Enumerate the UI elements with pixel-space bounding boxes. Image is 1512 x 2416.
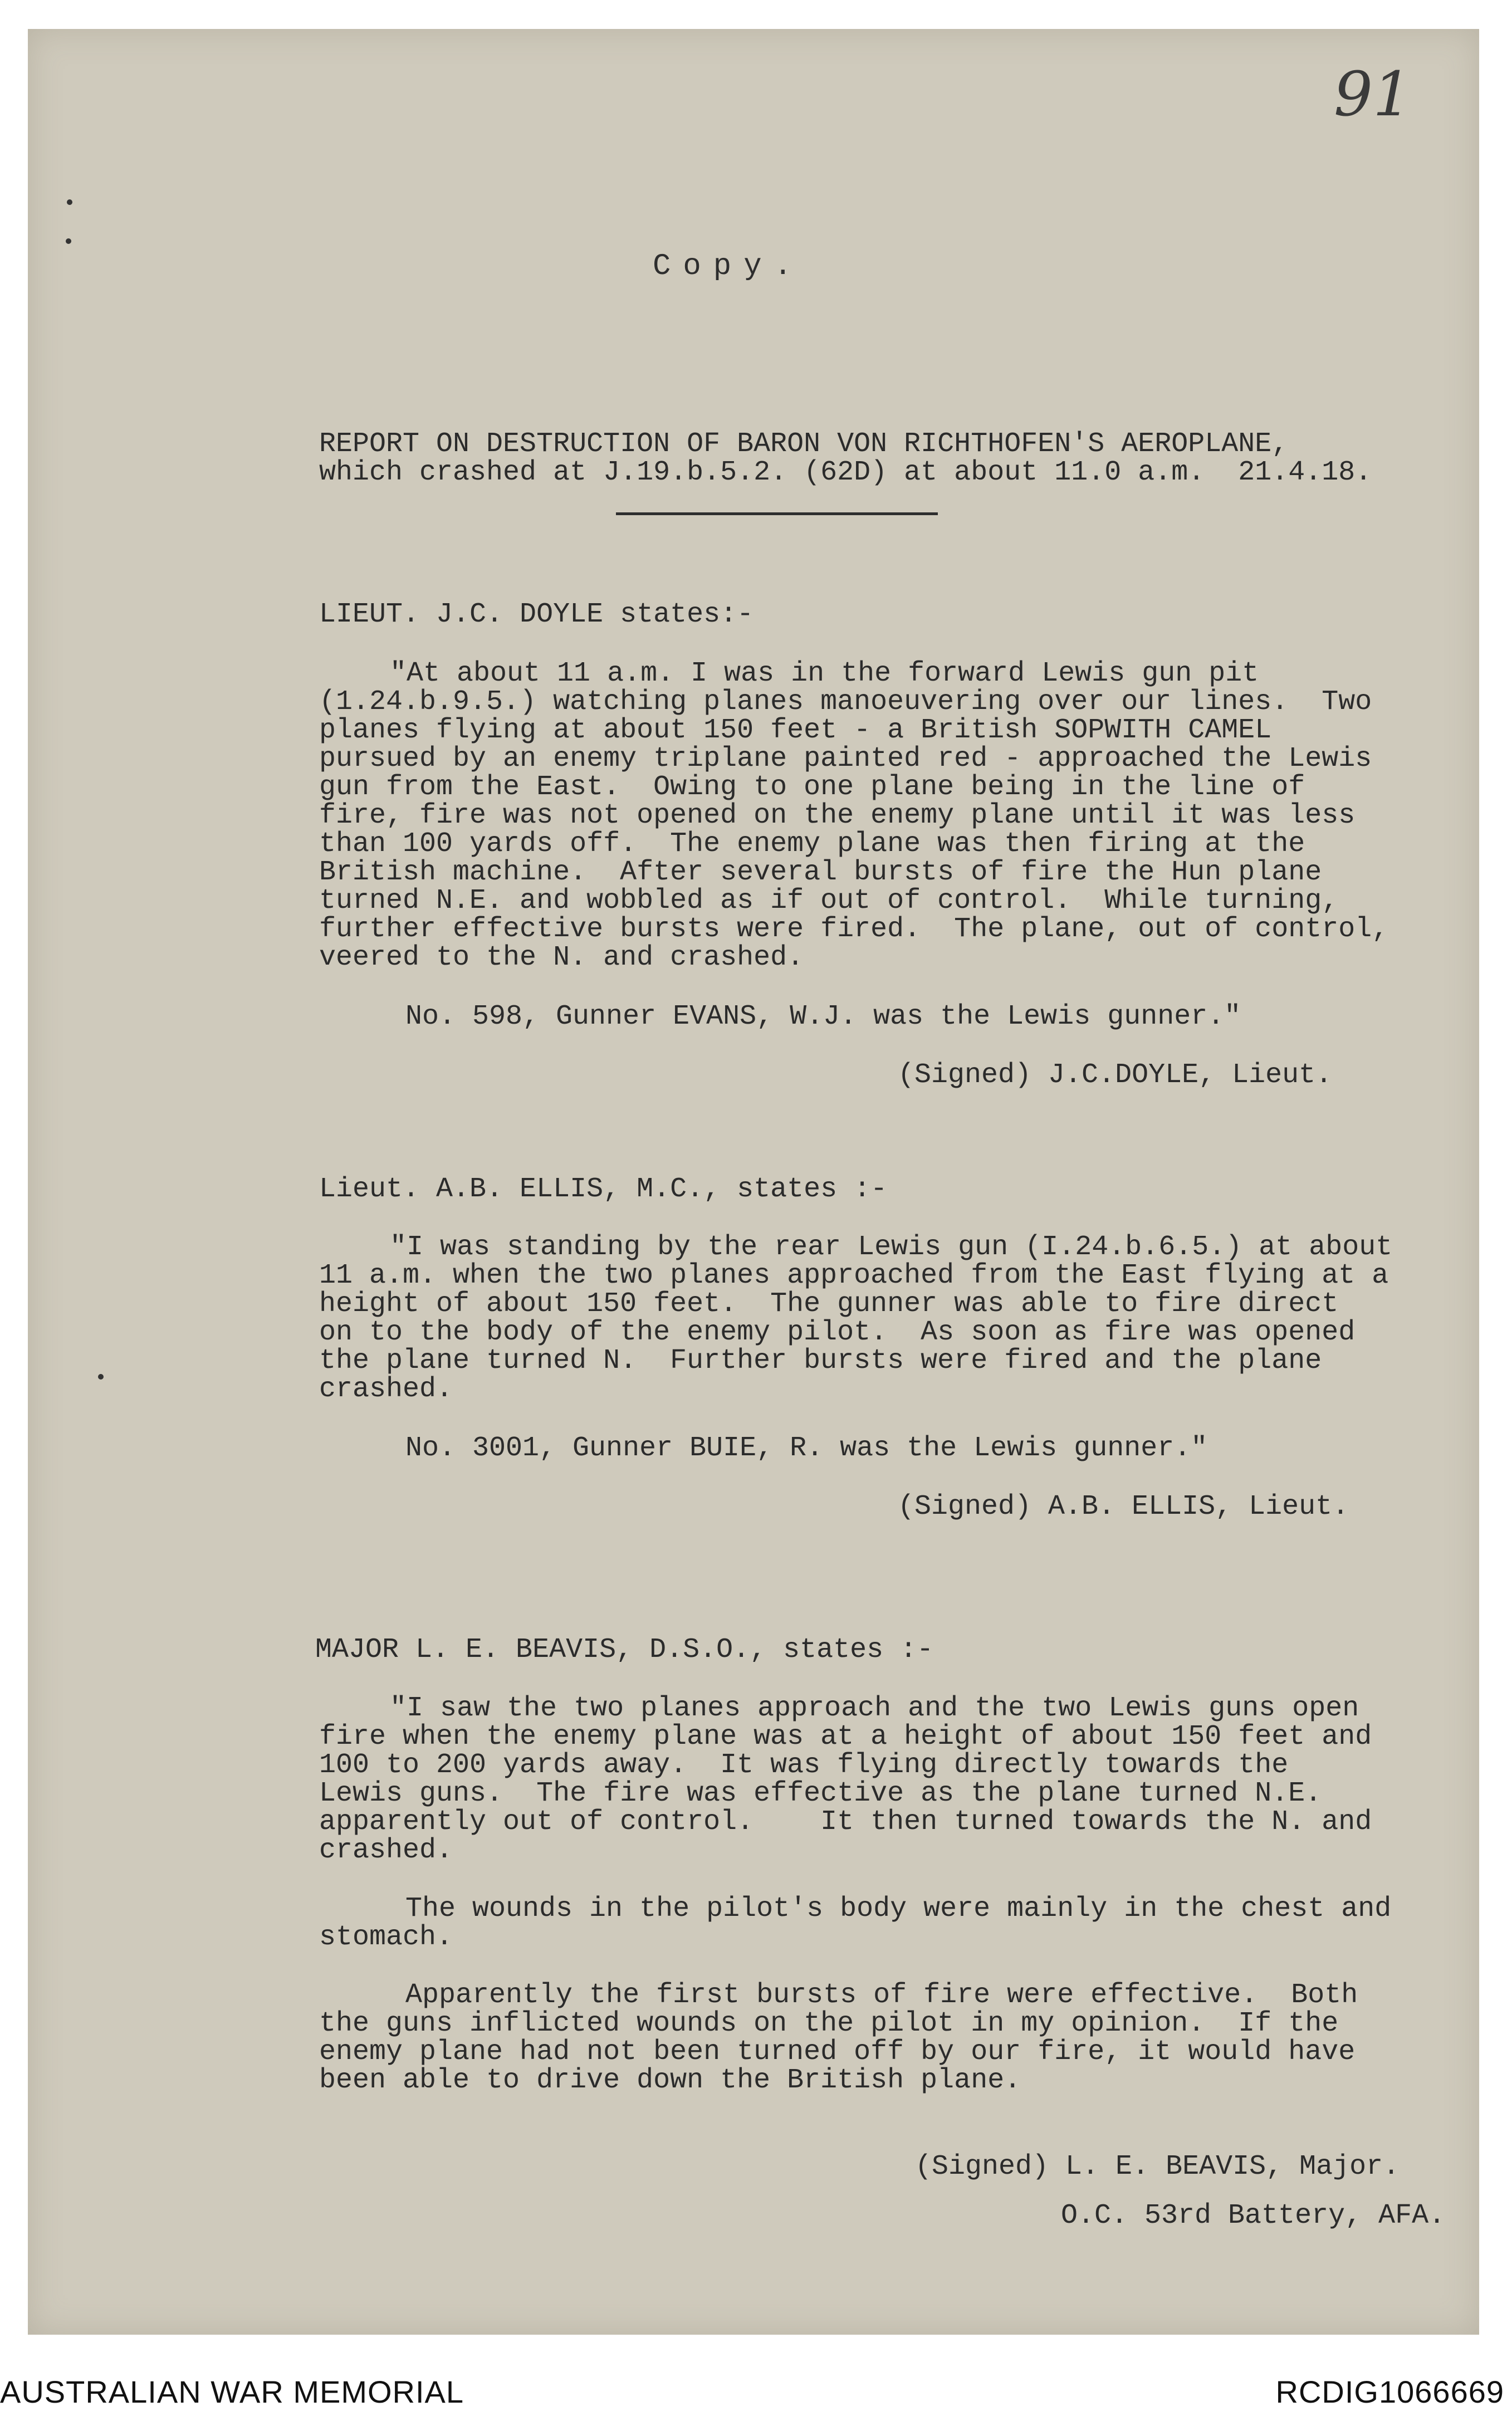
doyle-statement-line: turned N.E. and wobbled as if out of control. While turning,	[319, 885, 1339, 917]
doyle-statement-line: "At about 11 a.m. I was in the forward Lewis gun pit	[390, 658, 1259, 689]
archive-credit: AUSTRALIAN WAR MEMORIAL	[0, 2374, 464, 2409]
doyle-statement-line: than 100 yards off. The enemy plane was then firing at the	[319, 828, 1305, 860]
ellis-statement-line: crashed.	[319, 1373, 453, 1405]
beavis-statement-line: "I saw the two planes approach and the two Lewis guns open	[390, 1693, 1359, 1724]
paper-speck	[98, 1374, 104, 1380]
paper-speck	[67, 199, 72, 205]
ellis-heading: Lieut. A.B. ELLIS, M.C., states :-	[319, 1173, 888, 1205]
beavis-heading: MAJOR L. E. BEAVIS, D.S.O., states :-	[315, 1634, 934, 1666]
ellis-statement-line: the plane turned N. Further bursts were fired and the plane	[319, 1345, 1322, 1377]
beavis-paragraph-line: The wounds in the pilot's body were mainly in the chest and	[405, 1893, 1392, 1925]
doyle-statement-line: further effective bursts were fired. The plane, out of control,	[319, 913, 1389, 945]
beavis-paragraph-line: the guns inflicted wounds on the pilot in my opinion. If the	[319, 2008, 1339, 2040]
paper-speck	[66, 238, 71, 244]
ellis-statement-line: 11 a.m. when the two planes approached from the East flying at a	[319, 1260, 1389, 1292]
beavis-paragraph-line: enemy plane had not been turned off by our fire, it would have	[319, 2036, 1356, 2068]
doyle-statement-line: veered to the N. and crashed.	[319, 942, 804, 974]
ellis-gunner-note: No. 3001, Gunner BUIE, R. was the Lewis gunner."	[405, 1432, 1208, 1464]
beavis-statement-line: fire when the enemy plane was at a height of about 150 feet and	[319, 1721, 1372, 1753]
archive-id: RCDIG1066669	[1275, 2374, 1504, 2409]
beavis-paragraph-line: stomach.	[319, 1921, 453, 1953]
title-underline	[616, 512, 938, 515]
doyle-statement-line: British machine. After several bursts of fire the Hun plane	[319, 857, 1322, 888]
doyle-statement-line: fire, fire was not opened on the enemy plane until it was less	[319, 800, 1356, 832]
page-number: 91	[1334, 58, 1412, 130]
copy-label: Copy.	[653, 250, 805, 283]
doyle-signature: (Signed) J.C.DOYLE, Lieut.	[898, 1059, 1333, 1091]
beavis-paragraph-line: Apparently the first bursts of fire were effective. Both	[405, 1979, 1358, 2011]
beavis-statement-line: crashed.	[319, 1835, 453, 1866]
beavis-paragraph-line: been able to drive down the British plane.	[319, 2065, 1021, 2096]
beavis-signature: (Signed) L. E. BEAVIS, Major.	[915, 2151, 1400, 2183]
beavis-statement-line: Lewis guns. The fire was effective as the plane turned N.E.	[319, 1778, 1322, 1809]
ellis-statement-line: "I was standing by the rear Lewis gun (I.24.b.6.5.) at about	[390, 1231, 1393, 1263]
beavis-statement-line: 100 to 200 yards away. It was flying directly towards the	[319, 1749, 1289, 1781]
doyle-statement-line: (1.24.b.9.5.) watching planes manoeuvering over our lines. Two	[319, 686, 1372, 718]
doyle-gunner-note: No. 598, Gunner EVANS, W.J. was the Lewis gunner."	[405, 1001, 1241, 1033]
report-title-line: which crashed at J.19.b.5.2. (62D) at about 11.0 a.m. 21.4.18.	[319, 457, 1372, 488]
ellis-statement-line: height of about 150 feet. The gunner was able to fire direct	[319, 1288, 1339, 1320]
report-title-line: REPORT ON DESTRUCTION OF BARON VON RICHTHOFEN'S AEROPLANE,	[319, 428, 1289, 460]
doyle-statement-line: planes flying at about 150 feet - a British SOPWITH CAMEL	[319, 715, 1272, 746]
beavis-unit: O.C. 53rd Battery, AFA.	[1061, 2200, 1446, 2232]
ellis-signature: (Signed) A.B. ELLIS, Lieut.	[898, 1491, 1349, 1523]
ellis-statement-line: on to the body of the enemy pilot. As soon as fire was opened	[319, 1317, 1356, 1348]
doyle-heading: LIEUT. J.C. DOYLE states:-	[319, 599, 754, 630]
doyle-statement-line: gun from the East. Owing to one plane being in the line of	[319, 771, 1305, 803]
beavis-statement-line: apparently out of control. It then turned towards the N. and	[319, 1806, 1372, 1838]
doyle-statement-line: pursued by an enemy triplane painted red - approached the Lewis	[319, 743, 1372, 775]
